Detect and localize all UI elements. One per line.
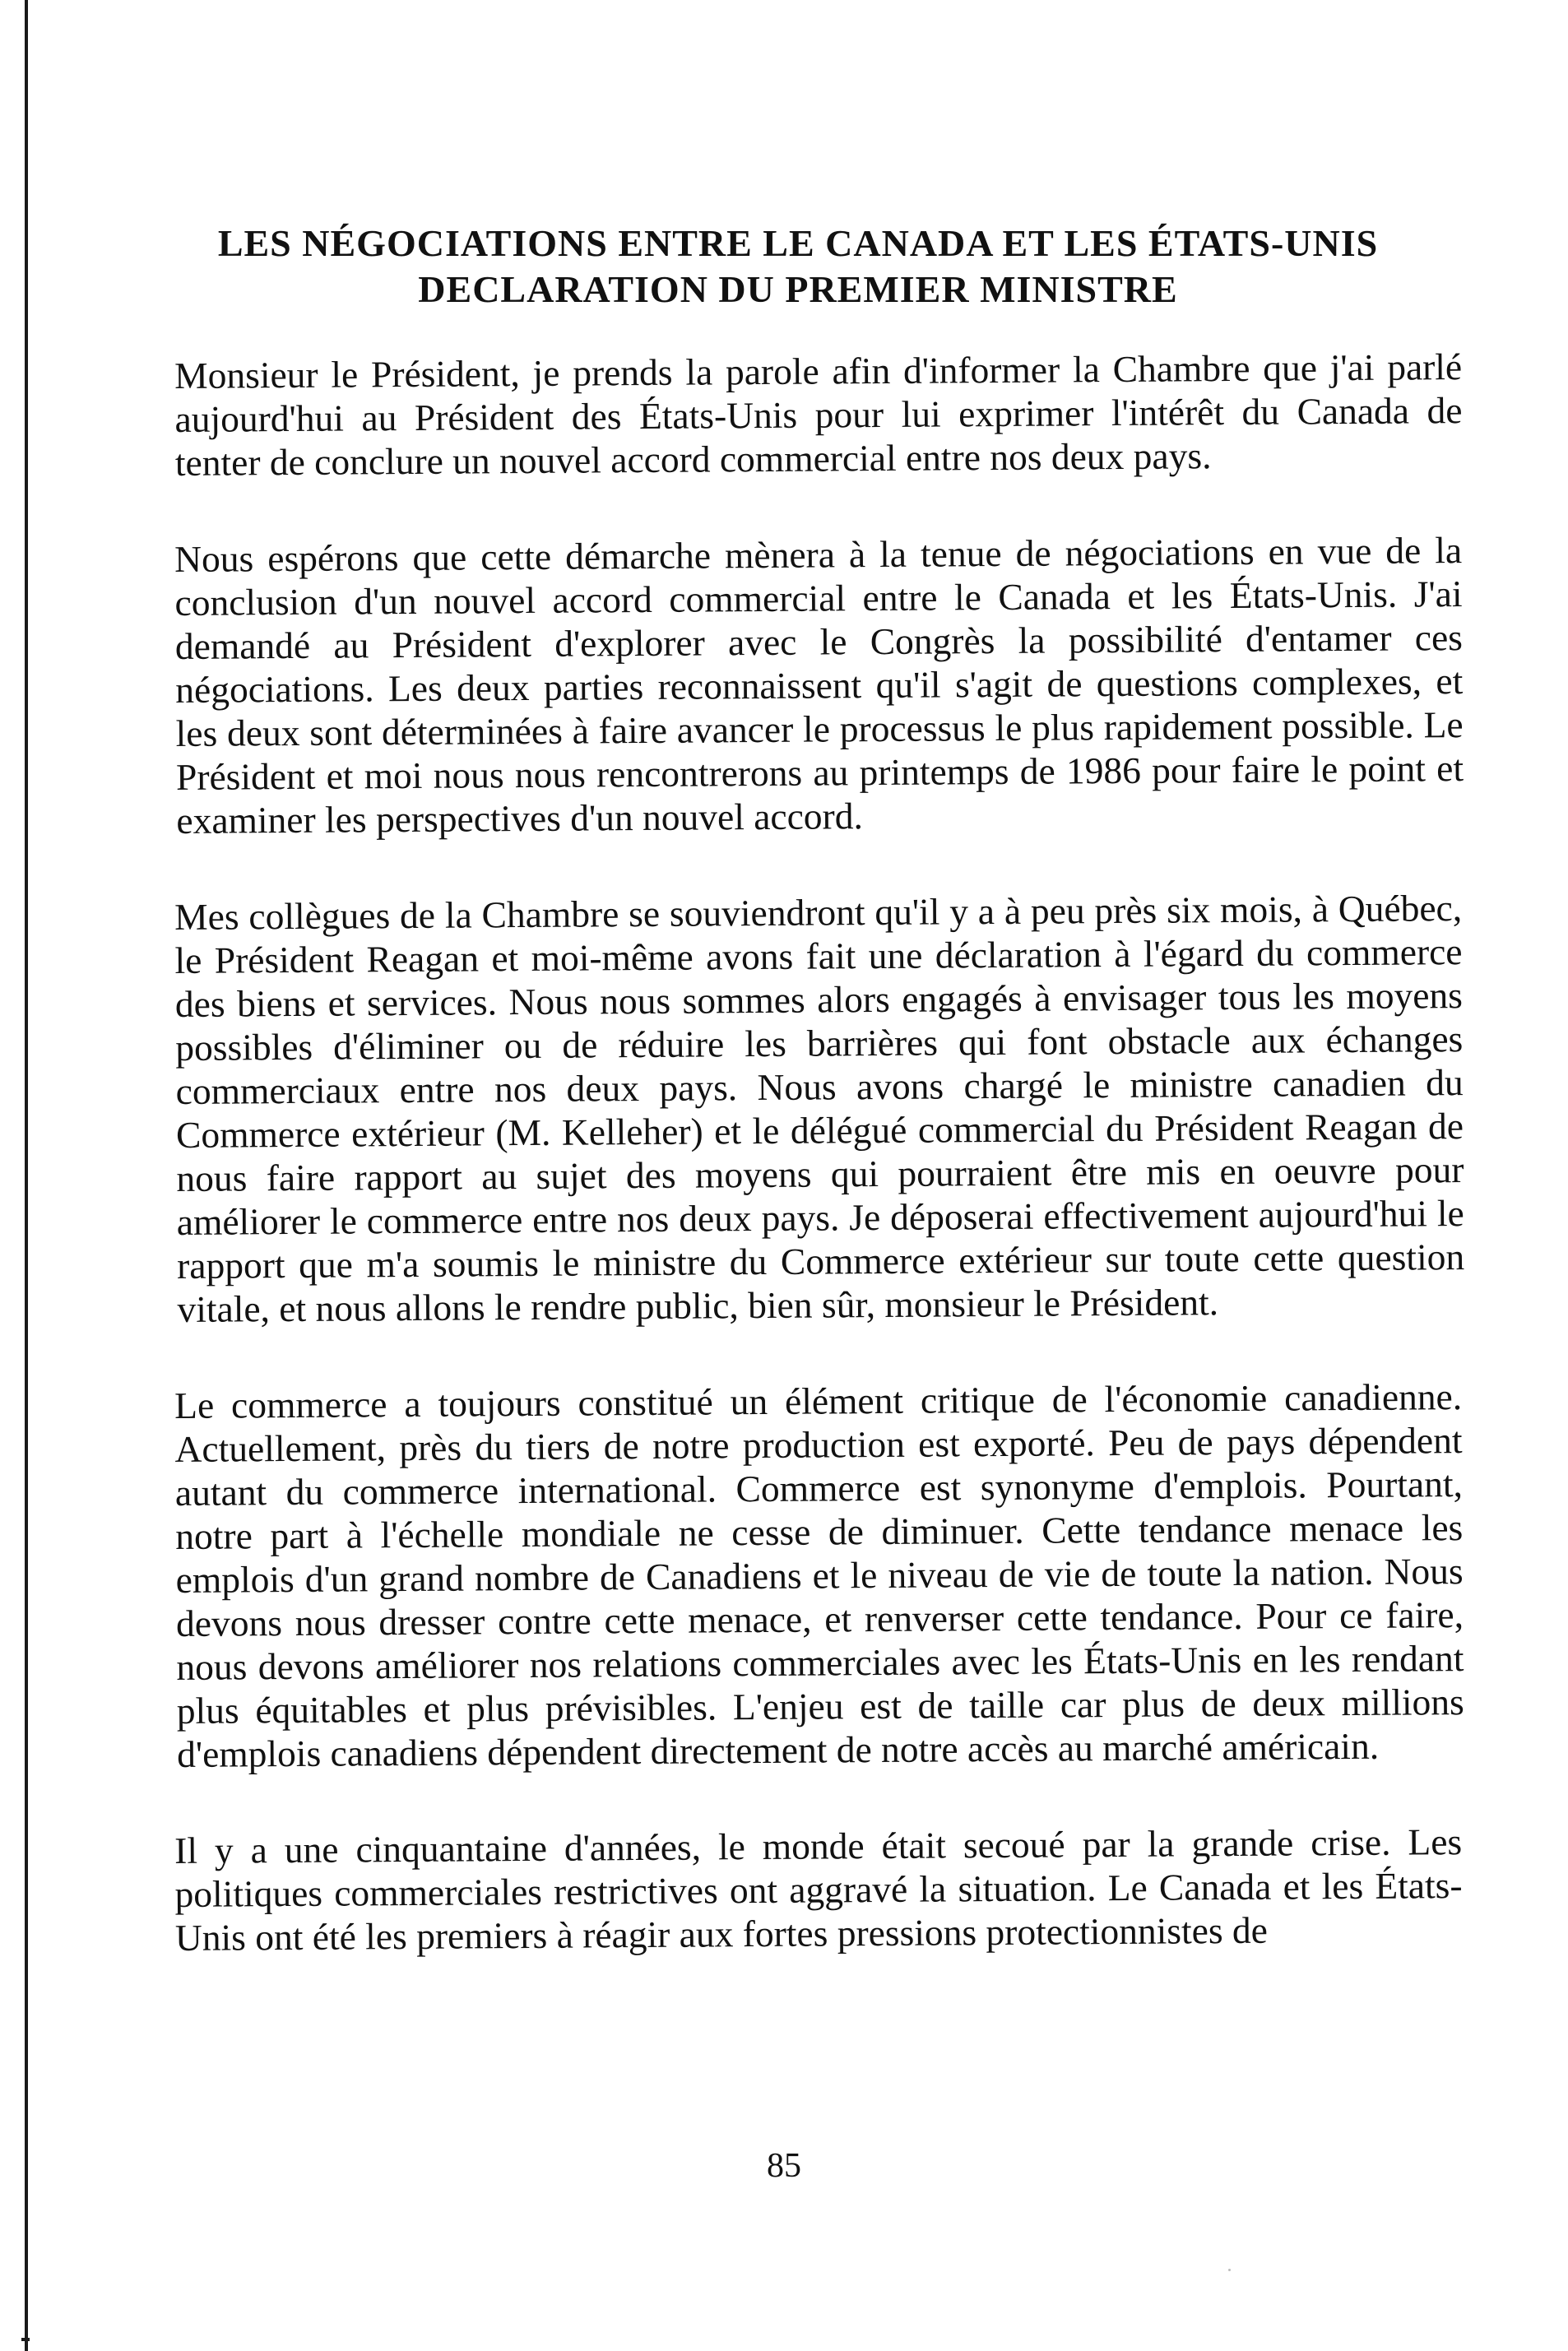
page-title <box>123 220 1473 313</box>
paragraph-5: Il y a une cinquantaine d'années, le monde était secoué par la grande crise. Les politiques commerciales restrictives ont aggravé la situation. Le Canada et les États-Unis ont été les premiers à réagir aux fortes pressions protectionnistes de <box>174 1820 1463 1959</box>
left-margin-tick <box>21 2338 30 2341</box>
paragraph-3: Mes collègues de la Chambre se souviendront qu'il y a à peu près six mois, à Québec, le Président Reagan et moi-même avons fait une déclaration à l'égard du commerce des biens et services. Nous nous sommes alors engagés à envisager tous les moyens possibles d'éliminer ou de réduire les barrières qui font obstacle aux échanges commerciaux entre nos deux pays. Nous avons chargé le ministre canadien du Commerce extérieur (M. Kelleher) et le délégué commercial du Président Reagan de nous faire rapport au sujet des moyens qui pourraient être mis en oeuvre pour améliorer le commerce entre nos deux pays. Je déposerai effectivement aujourd'hui le rapport que m'a soumis le ministre du Commerce extérieur sur toute cette question vitale, et nous allons le rendre public, bien sûr, monsieur le Président. <box>174 887 1465 1330</box>
scan-speck <box>1228 2269 1231 2271</box>
title-line-2: DECLARATION DU PREMIER MINISTRE <box>418 268 1178 310</box>
paragraph-1: Monsieur le Président, je prends la parole afin d'informer la Chambre que j'ai parlé aujourd'hui au Président des États-Unis pour lui exprimer l'intérêt du Canada de tenter de conclure un nouvel accord commercial entre nos deux pays. <box>174 345 1463 484</box>
page-number: 85 <box>767 2147 801 2185</box>
paragraph-2: Nous espérons que cette démarche mènera à la tenue de négociations en vue de la conclusion d'un nouvel accord commercial entre le Canada et les États-Unis. J'ai demandé au Président d'explorer avec le Congrès la possibilité d'entamer ces négociations. Les deux parties reconnaissent qu'il s'agit de questions complexes, et les deux sont déterminées à faire avancer le processus le plus rapidement possible. Le Président et moi nous nous rencontrerons au printemps de 1986 pour faire le point et examiner les perspectives d'un nouvel accord. <box>174 529 1464 842</box>
body-text <box>174 345 1465 2012</box>
title-line-1: LES NÉGOCIATIONS ENTRE LE CANADA ET LES ÉTATS-UNIS <box>217 222 1379 264</box>
paragraph-4: Le commerce a toujours constitué un élément critique de l'économie canadienne. Actuellement, près du tiers de notre production est exporté. Peu de pays dépendent autant du commerce international. Commerce est synonyme d'emplois. Pourtant, notre part à l'échelle mondiale ne cesse de diminuer. Cette tendance menace les emplois d'un grand nombre de Canadiens et le niveau de vie de toute la nation. Nous devons nous dresser contre cette menace, et renverser cette tendance. Pour ce faire, nous devons améliorer nos relations commerciales avec les États-Unis en les rendant plus équitables et plus prévisibles. L'enjeu est de taille car plus de deux millions d'emplois canadiens dépendent directement de notre accès au marché américain. <box>174 1375 1464 1775</box>
left-margin-rule <box>25 0 28 2351</box>
